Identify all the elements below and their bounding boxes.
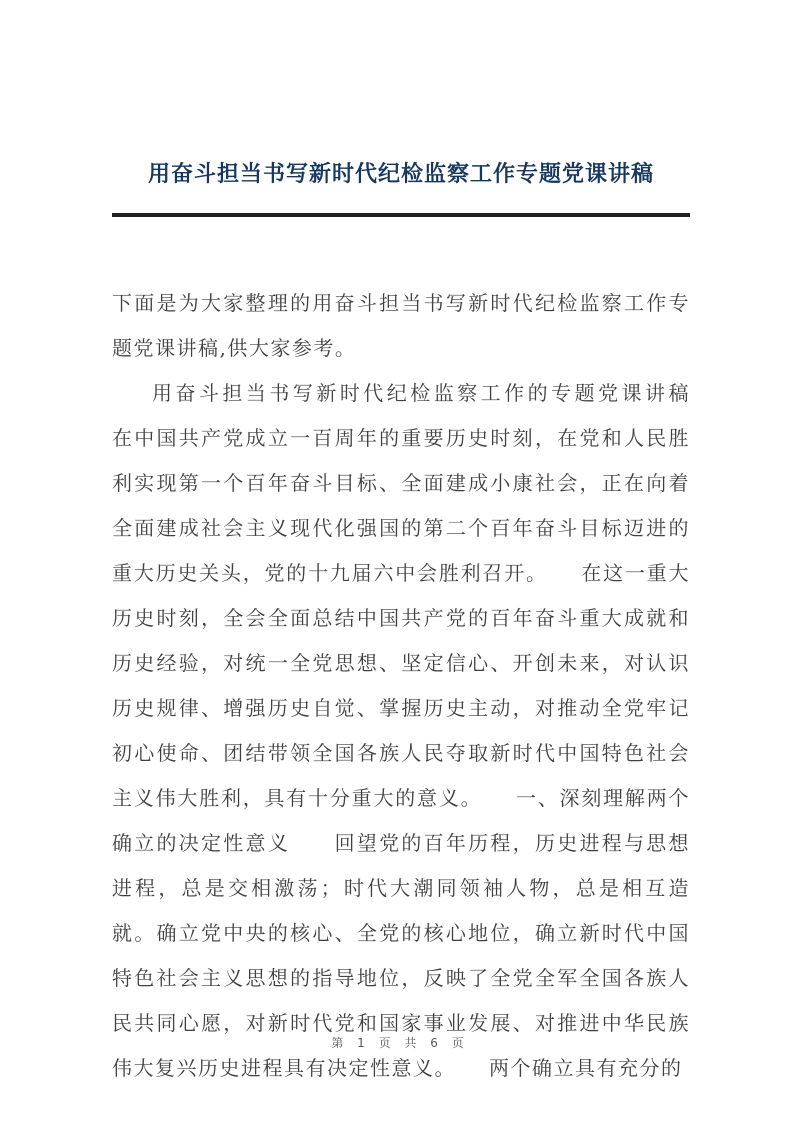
page-number-text: 第 1 页 共 6 页 [331,1036,469,1050]
title-divider [112,213,690,217]
main-paragraph: 用奋斗担当书写新时代纪检监察工作的专题党课讲稿 在中国共产党成立一百周年的重要历史时刻，在党和人民胜利实现第一个百年奋斗目标、全面建成小康社会，正在向着全面建成社会主义现代化强国的第二个百年奋斗目标迈进的重大历史关头，党的十九届六中会胜利召开。 在这一重大历史时刻，全会全面总结中国共产党的百年奋斗重大成就和历史经验，对统一全党思想、坚定信心、开创未来，对认识历史规律、增强历史自觉、掌握历史主动，对推动全党牢记初心使命、团结带领全国各族人民夺取新时代中国特色社会主义伟大胜利，具有十分重大的意义。 一、深刻理解两个确立的决定性意义 回望党的百年历程，历史进程与思想进程，总是交相激荡；时代大潮同领袖人物，总是相互造就。确立党中央的核心、全党的核心地位，确立新时代中国特色社会主义思想的指导地位，反映了全党全军全国各族人民共同心愿，对新时代党和国家事业发展、对推进中华民族伟大复兴历史进程具有决定性意义。 两个确立具有充分的 [112,380,733,1080]
document-title: 用奋斗担当书写新时代纪检监察工作专题党课讲稿 [147,162,654,187]
document-body [112,281,733,1091]
page-footer [0,1034,800,1051]
document-content [112,160,733,1091]
intro-paragraph: 下面是为大家整理的用奋斗担当书写新时代纪检监察工作专题党课讲稿,供大家参考。 [112,290,690,360]
